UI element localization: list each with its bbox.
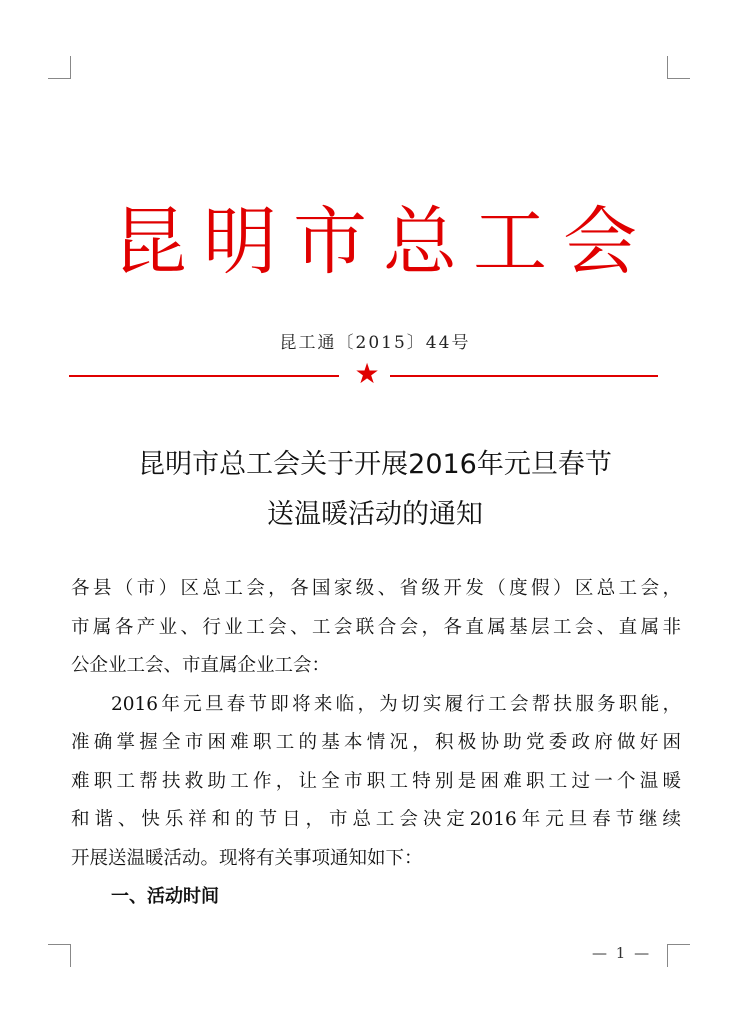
paragraph-line-5: 开展送温暖活动。现将有关事项通知如下： [71, 847, 423, 869]
addressee-line-1: 各县（市）区总工会，各国家级、省级开发（度假）区总工会， [71, 578, 681, 599]
page-number: — 1 — [592, 944, 652, 962]
paragraph-line-1: 2016年元旦春节即将来临，为切实履行工会帮扶服务职能， [111, 693, 681, 715]
crop-mark-bottom-right [667, 944, 690, 967]
crop-mark-top-left [48, 56, 71, 79]
notice-title [0, 440, 750, 540]
notice-title-line-1: 昆明市总工会关于开展2016年元旦春节 [138, 449, 612, 480]
paragraph-line-3: 难职工帮扶救助工作，让全市职工特别是困难职工过一个温暖 [71, 770, 681, 792]
paragraph-line-4: 和谐、快乐祥和的节日，市总工会决定2016年元旦春节继续 [71, 809, 681, 830]
organization-masthead: 昆明市总工会 [113, 199, 653, 285]
notice-title-line-2: 送温暖活动的通知 [267, 499, 483, 530]
red-rule-left [69, 375, 339, 377]
red-star-icon: ★ [354, 357, 380, 390]
addressee-line-2: 市属各产业、行业工会、工会联合会，各直属基层工会、直属非 [71, 616, 681, 638]
paragraph-line-2: 准确掌握全市困难职工的基本情况，积极协助党委政府做好困 [71, 732, 681, 753]
notice-body [71, 570, 681, 917]
document-number: 昆工通〔2015〕44号 [279, 333, 471, 353]
crop-mark-top-right [667, 56, 690, 79]
crop-mark-bottom-left [48, 944, 71, 967]
red-rule-right [390, 375, 658, 377]
section-heading: 一、活动时间 [111, 886, 219, 907]
addressee-line-3: 公企业工会、市直属企业工会： [71, 655, 331, 676]
